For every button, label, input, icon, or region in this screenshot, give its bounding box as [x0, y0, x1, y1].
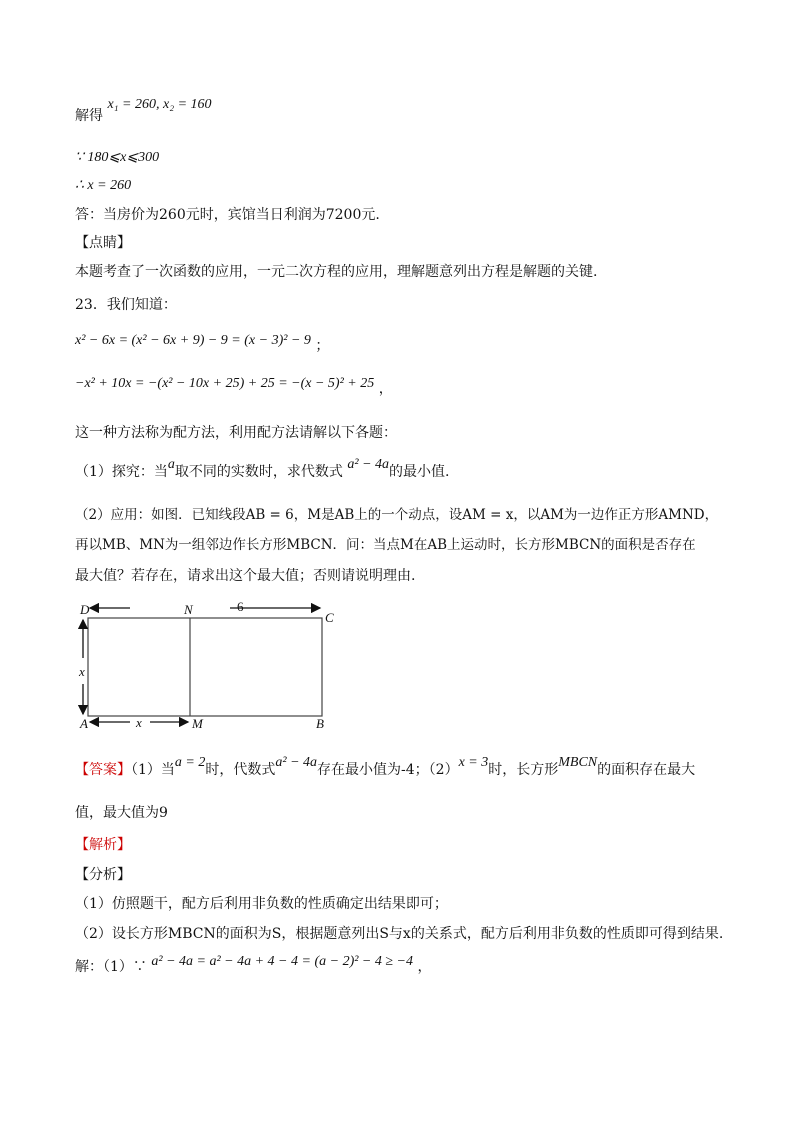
- answer-line-2: 值，最大值为9: [75, 805, 168, 821]
- analysis-tag: 【解析】: [75, 837, 131, 853]
- equation-2-punct: ，: [378, 381, 393, 397]
- part-1-question: [75, 457, 450, 483]
- answer-2-suffix: 的面积存在最大: [597, 762, 696, 778]
- solve-line: [75, 97, 212, 124]
- comment-tag: 【点睛】: [75, 235, 131, 251]
- fenxi-item-2: （2）设长方形MBCN的面积为S，根据题意列出S与x的关系式，配方后利用非负数的性质即可得到结果.: [75, 926, 724, 942]
- question-23-intro: 23．我们知道：: [75, 297, 177, 313]
- answer-line-1: [75, 755, 696, 781]
- equation-2: −x² + 10x = −(x² − 10x + 25) + 25 = −(x − 5)² + 25: [75, 376, 375, 391]
- label-six: 6: [237, 599, 244, 614]
- part-1-expression: a² − 4a: [347, 457, 390, 472]
- part-2-line-3: 最大值？若存在，请求出这个最大值；否则请说明理由.: [75, 568, 416, 584]
- label-n: N: [184, 602, 193, 617]
- rectangle-figure: [70, 598, 350, 733]
- part-2-line-1: （2）应用：如图．已知线段AB = 6，M是AB上的一个动点，设AM = x，以AM为一边作正方形AMND，: [75, 507, 719, 523]
- label-d: D: [80, 602, 90, 617]
- example-equation-2: [75, 373, 393, 397]
- part-1-variable: a: [167, 457, 175, 472]
- comment-text: 本题考查了一次函数的应用，一元二次方程的应用，理解题意列出方程是解题的关键.: [75, 264, 598, 280]
- solution-expression: a² − 4a = a² − 4a + 4 − 4 = (a − 2)² − 4 ≥ −4: [151, 954, 413, 969]
- solution-line: [75, 954, 432, 978]
- equation-1-punct: ；: [315, 338, 330, 354]
- answer-tag: 【答案】: [75, 762, 131, 778]
- equation-1: x² − 6x = (x² − 6x + 9) − 9 = (x − 3)² − 9: [75, 333, 311, 348]
- label-b: B: [316, 716, 324, 731]
- part-2-line-2: 再以MB、MN为一组邻边作长方形MBCN．问：当点M在AB上运动时，长方形MBCN的面积是否存在: [75, 537, 696, 553]
- label-a: A: [80, 716, 88, 731]
- label-c: C: [325, 610, 334, 625]
- part-1-suffix: 的最小值.: [389, 464, 450, 480]
- label-m: M: [192, 716, 203, 731]
- answer-1-result: 存在最小值为-4；（2）: [317, 762, 459, 778]
- answer-2-middle: 时，长方形: [488, 762, 559, 778]
- solution-prefix: 解：（1）∵: [75, 959, 147, 975]
- answer-sentence: 答：当房价为260元时，宾馆当日利润为7200元.: [75, 207, 380, 223]
- part-1-middle: 取不同的实数时，求代数式: [174, 464, 343, 480]
- example-equation-1: [75, 330, 330, 354]
- therefore-line: ∴ x = 260: [75, 178, 132, 193]
- solution-punct: ，: [417, 959, 432, 975]
- label-x-bottom: x: [136, 715, 142, 730]
- answer-1-middle: 时，代数式: [205, 762, 276, 778]
- solve-label: 解得: [75, 108, 103, 124]
- answer-2-rectangle: MBCN: [558, 755, 598, 770]
- fenxi-tag: 【分析】: [75, 867, 131, 883]
- label-x-left: x: [79, 664, 85, 679]
- rectangle-abcd: [88, 618, 322, 716]
- answer-1-condition: a = 2: [174, 755, 206, 770]
- answer-2-condition: x = 3: [458, 755, 489, 770]
- answer-1-expression: a² − 4a: [275, 755, 318, 770]
- answer-1-prefix: （1）当: [131, 762, 175, 778]
- method-sentence: 这一种方法称为配方法，利用配方法请解以下各题：: [75, 425, 397, 441]
- because-line: ∵ 180⩽x⩽300: [75, 150, 160, 165]
- part-1-prefix: （1）探究：当: [75, 464, 168, 480]
- fenxi-item-1: （1）仿照题干，配方后利用非负数的性质确定出结果即可；: [75, 896, 448, 912]
- solve-roots: x₁ = 260, x₂ = 160: [107, 97, 212, 112]
